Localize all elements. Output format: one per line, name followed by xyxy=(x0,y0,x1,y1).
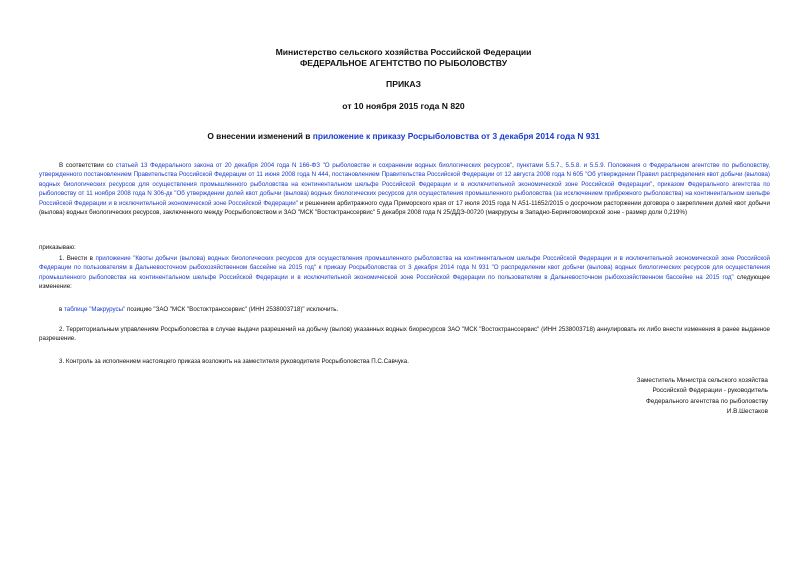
item-3-paragraph: 3. Контроль за исполнением настоящего приказа возложить на заместителя руководителя Росрыболовства П.С.Савчука. xyxy=(59,358,409,365)
agency-title: ФЕДЕРАЛЬНОЕ АГЕНТСТВО ПО РЫБОЛОВСТВУ xyxy=(299,58,508,68)
signatory-name: И.В.Шестаков xyxy=(726,407,768,415)
item-2-paragraph: 2. Территориальным управлениям Росрыболовства в случае выдачи разрешений на добычу (вылов) указанных водных биоресурсов ЗАО "МСК "Востоктранссервис" (ИНН 2538003718) аннулировать их либо внести изменения в ранее выданное разрешение. xyxy=(39,326,770,343)
order-word: приказываю: xyxy=(39,244,76,251)
subject-prefix: О внесении изменений в xyxy=(207,131,313,141)
preamble-text-5: и решением арбитражного суда Приморского края от 17 июля 2015 года N А51-11652/2015 о досрочном расторжении договора о закреплении долей квот добычи (вылова) водных биологических ресурсов, заключенного между Росрыболовством и ЗАО "МСК "Востоктранссервис" 5 декабря 2008 года N 25/ДДЭ-00720 (макрурусы в Западно-Беринговоморской зоне - размер доли 0,219%) xyxy=(39,199,770,217)
appendix-link[interactable]: приложение "Квоты добычи (вылова) водных биологических ресурсов для осуществления промышленного рыболовства на континентальном шельфе Российской Федерации и в исключительной экономической зоне Российской Федерации по пользователям в Дальневосточном рыбохозяйственном бассейне на 2015 год" к приказу Росрыболовства от 3 декабря 2014 года N 931 "О распределении квот добычи (вылова) водных биологических ресурсов для осуществления промышленного рыболовства на континентальном шельфе Российской Федерации и в исключительной экономической зоне Российской Федерации по пользователям в Дальневосточном рыбохозяйственном бассейне на 2015 год" xyxy=(39,255,770,281)
preamble-text-4: , xyxy=(652,180,658,188)
preamble-paragraph xyxy=(39,161,770,217)
order-link[interactable]: приказом Федерального агентства по рыболовству от 11 ноября 2008 года N 306-дк "Об утверждении долей квот добычи (вылова) водных биологических ресурсов для осуществления промышленного рыболовства (за исключением прибрежного рыболовства) на континентальном шельфе Российской Федерации и в исключительной экономической зоне Российской Федерации" xyxy=(39,180,770,207)
ministry-title: Министерство сельского хозяйства Российской Федерации xyxy=(275,47,532,57)
document-date-number: от 10 ноября 2015 года N 820 xyxy=(342,101,465,111)
signature-line-3: Федерального агентства по рыболовству xyxy=(645,397,768,405)
signature-block xyxy=(560,376,768,417)
amendment-text-1: в xyxy=(59,306,65,313)
law-link[interactable]: статьей 13 Федерального закона от 20 декабря 2004 года N 166-ФЗ "О рыболовстве и сохранении водных биологических ресурсов" xyxy=(115,162,513,169)
preamble-text-1: В соответствии со xyxy=(59,162,116,169)
signature-line-2: Российской Федерации - руководитель xyxy=(652,387,768,395)
item-1-text-1: 1. Внести в xyxy=(59,255,96,262)
document-type: ПРИКАЗ xyxy=(386,79,421,89)
subject-link[interactable]: приложение к приказу Росрыболовства от 3 декабря 2014 года N 931 xyxy=(312,131,600,141)
table-link[interactable]: таблице "Макрурусы" xyxy=(64,306,126,313)
amendment-text-2: позицию "ЗАО "МСК "Востоктранссервис" (ИНН 2538003718)" исключить. xyxy=(125,306,339,313)
resolution-link[interactable]: постановлением Правительства Российской Федерации от 12 августа 2008 года N 605 "Об утверждении Правил распределения квот добычи (вылова) водных биологических ресурсов для осуществления промышленного рыболовства на континентальном шельфе Российской Федерации и в исключительной экономической зоне Российской Федерации" xyxy=(39,171,770,188)
amendment-paragraph xyxy=(39,305,770,314)
item-1-paragraph xyxy=(39,254,770,292)
document-subject xyxy=(0,131,807,141)
signature-line-1: Заместитель Министра сельского хозяйства xyxy=(636,377,768,384)
preamble-text-2: , xyxy=(512,162,517,169)
regulation-link[interactable]: пунктами 5.5.7., 5.5.8. и 5.5.9. Положения о Федеральном агентстве по рыболовству, утвержденного постановлением Правительства Российской Федерации от 11 июня 2008 года N 444 xyxy=(39,162,770,179)
item-1-text-2: следующее изменение: xyxy=(39,273,770,291)
preamble-text-3: , xyxy=(328,171,332,179)
